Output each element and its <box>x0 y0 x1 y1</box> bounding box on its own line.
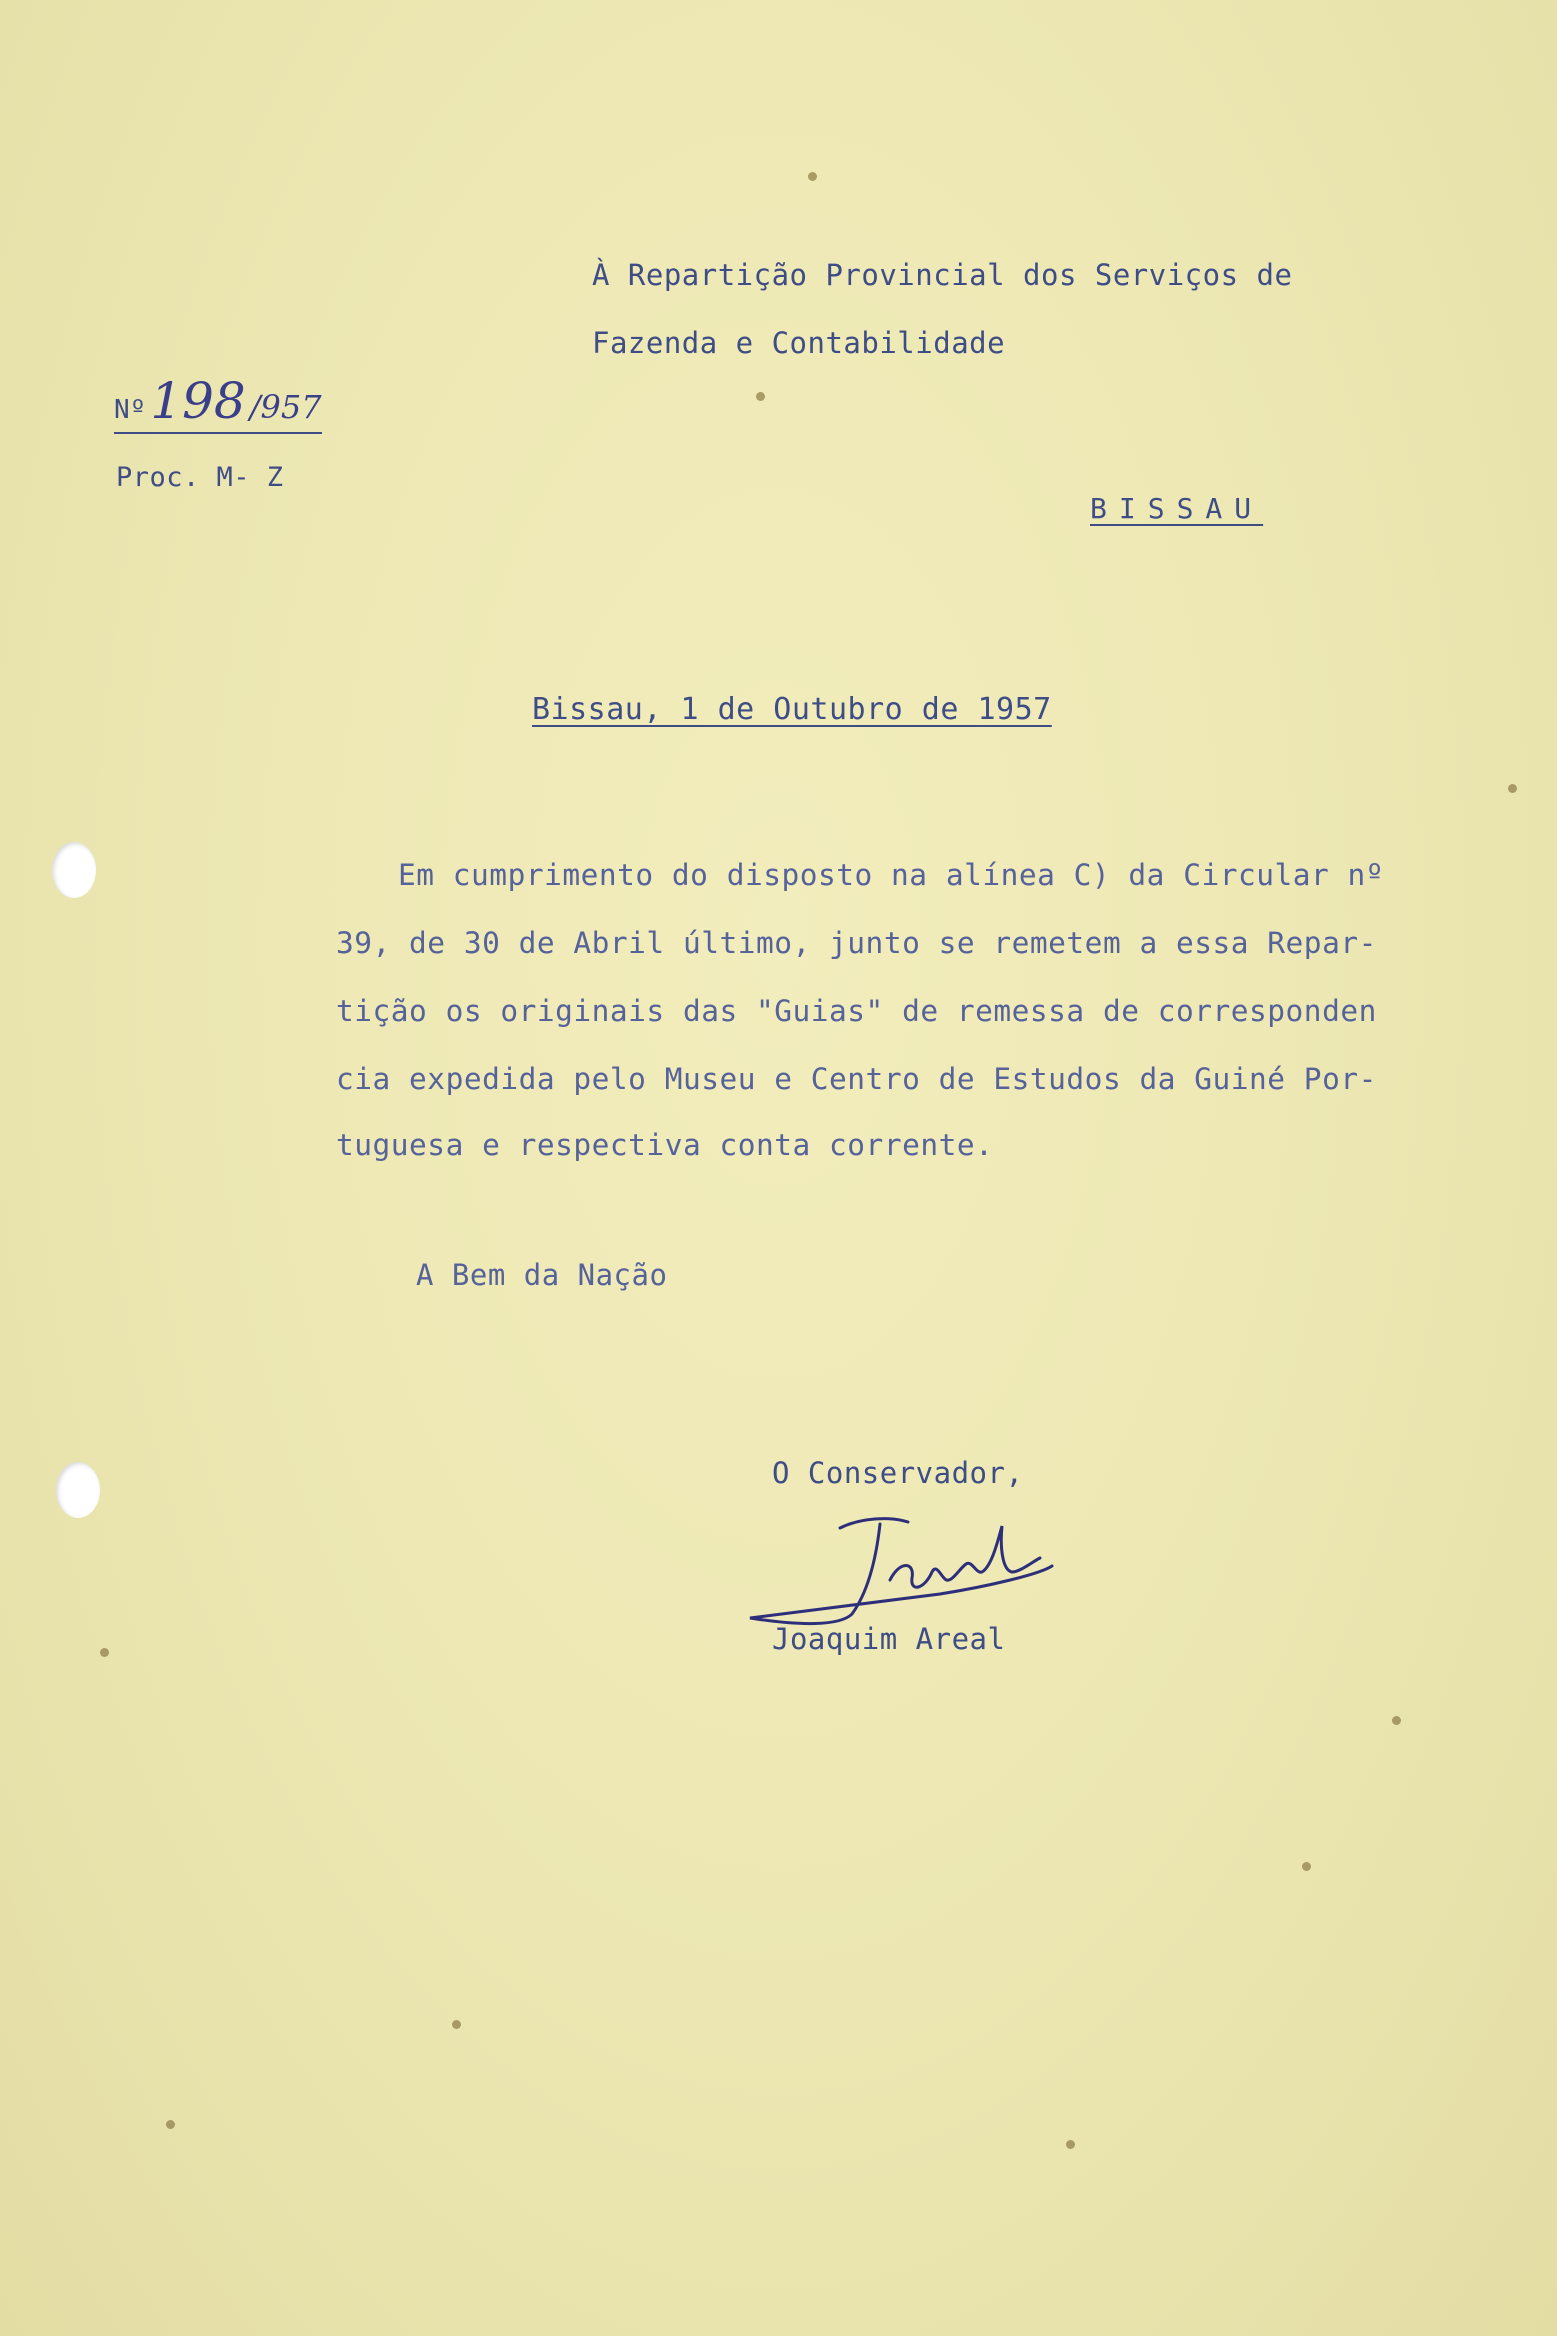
paper-speck <box>756 392 765 401</box>
paper-speck <box>166 2120 175 2129</box>
recipient-line-2: Fazenda e Contabilidade <box>592 326 1006 360</box>
body-line-1: Em cumprimento do disposto na alínea C) da Circular nº <box>398 858 1385 892</box>
signatory-name: Joaquim Areal <box>772 1622 1006 1656</box>
body-line-5: tuguesa e respectiva conta corrente. <box>336 1128 994 1162</box>
handwritten-signature <box>740 1500 1080 1640</box>
paper-speck <box>1066 2140 1075 2149</box>
punch-hole-top <box>52 842 96 898</box>
reference-number-prefix: Nº <box>114 395 147 425</box>
paper-speck <box>100 1648 109 1657</box>
body-line-2: 39, de 30 de Abril último, junto se remetem a essa Repar- <box>336 926 1377 960</box>
paper-speck <box>1302 1862 1311 1871</box>
paper-speck <box>452 2020 461 2029</box>
punch-hole-bottom <box>56 1462 100 1518</box>
paper-speck <box>808 172 817 181</box>
recipient-city: BISSAU <box>1090 492 1264 525</box>
date-line: Bissau, 1 de Outubro de 1957 <box>532 692 1052 727</box>
paper-speck <box>1392 1716 1401 1725</box>
recipient-line-1: À Repartição Provincial dos Serviços de <box>592 258 1293 292</box>
closing-salutation: A Bem da Nação <box>416 1258 668 1292</box>
signatory-title: O Conservador, <box>772 1456 1024 1490</box>
reference-number <box>114 372 322 434</box>
body-line-3: tição os originais das "Guias" de remessa de corresponden <box>336 994 1377 1028</box>
body-line-4: cia expedida pelo Museu e Centro de Estudos da Guiné Por- <box>336 1062 1377 1096</box>
reference-number-year: /957 <box>249 388 322 426</box>
reference-number-handwritten: 198 <box>150 372 246 430</box>
paper-speck <box>1508 784 1517 793</box>
process-reference: Proc. M- Z <box>116 462 284 493</box>
